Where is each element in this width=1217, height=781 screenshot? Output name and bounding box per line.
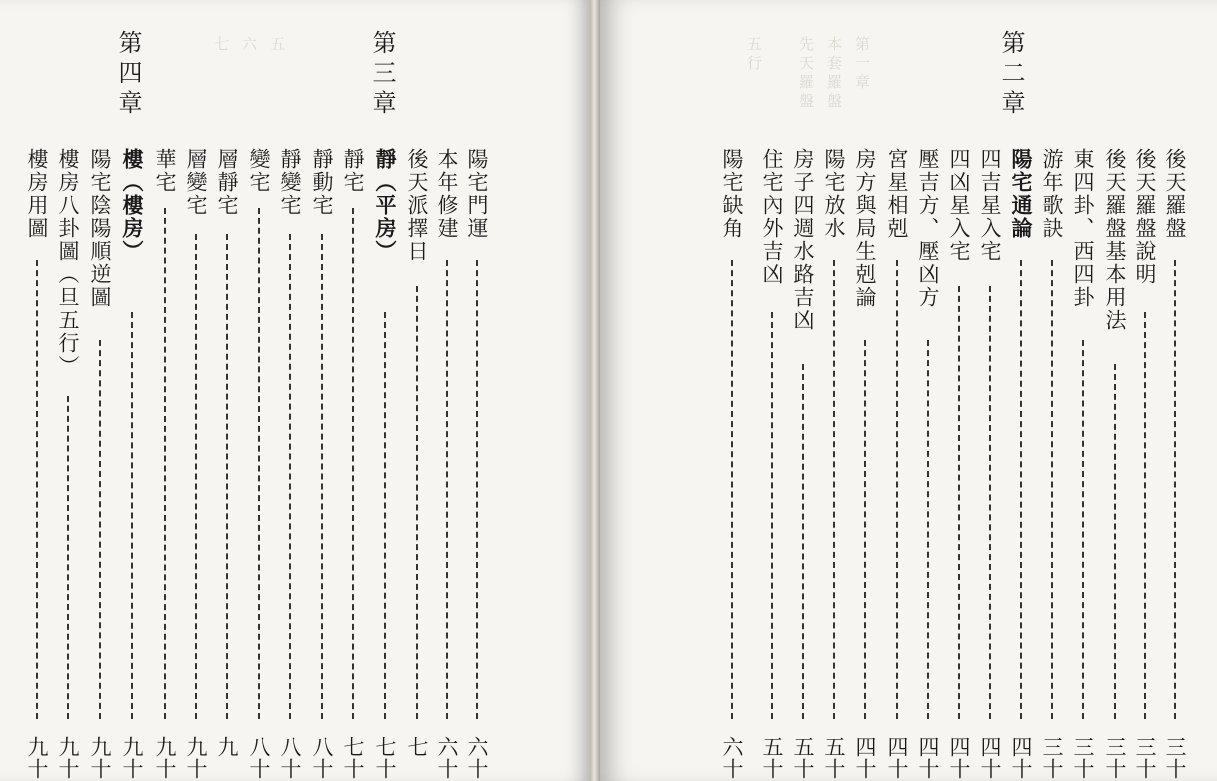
toc-page-number: 四十 — [978, 736, 1002, 780]
leader-dots — [833, 260, 835, 719]
toc-page-number: 九十 — [120, 736, 144, 780]
toc-section-title: 樓（樓房） — [120, 148, 145, 263]
leader-dots — [446, 260, 448, 719]
leader-dots — [67, 396, 69, 719]
toc-entry[interactable] — [1037, 0, 1067, 781]
bleed-through-text: 先天羅盤 — [797, 36, 815, 112]
toc-entry[interactable] — [717, 0, 747, 781]
toc-entry[interactable] — [85, 0, 115, 781]
toc-entry[interactable] — [212, 0, 242, 781]
bleed-through-text: 五 — [268, 36, 286, 55]
toc-page-number: 四十 — [853, 736, 877, 780]
toc-entry[interactable] — [432, 0, 462, 781]
toc-entry[interactable] — [150, 0, 180, 781]
toc-entry[interactable] — [882, 0, 912, 781]
toc-page-number: 三十 — [1040, 736, 1064, 780]
leader-dots — [99, 340, 101, 719]
leader-dots — [958, 286, 960, 719]
toc-section-title: 陽宅通論 — [1009, 148, 1034, 240]
toc-section-entry[interactable] — [117, 0, 147, 781]
toc-entry[interactable] — [275, 0, 305, 781]
toc-entry[interactable] — [944, 0, 974, 781]
toc-entry[interactable] — [1068, 0, 1098, 781]
toc-page-number: 六十 — [720, 736, 744, 780]
bleed-through-text: 七 — [212, 36, 230, 55]
toc-entry[interactable] — [53, 0, 83, 781]
toc-entry-title: 陽宅放水 — [822, 148, 846, 240]
toc-page-number: 三十 — [1071, 736, 1095, 780]
toc-entry-title: 東四卦、西四卦 — [1071, 148, 1095, 309]
bleed-through-text: 第一章 — [853, 36, 871, 93]
toc-entry[interactable] — [757, 0, 787, 781]
leader-dots — [1114, 364, 1116, 719]
toc-entry[interactable] — [819, 0, 849, 781]
leader-dots — [131, 312, 133, 719]
toc-entry[interactable] — [402, 0, 432, 781]
toc-page-number: 三十 — [1163, 736, 1187, 780]
toc-entry[interactable] — [1160, 0, 1190, 781]
toc-page-number: 九十 — [153, 736, 177, 780]
toc-entry-title: 壓吉方、壓凶方 — [916, 148, 940, 309]
right-page — [600, 0, 1217, 781]
toc-page-number: 五十 — [760, 736, 784, 780]
toc-page-number: 五十 — [822, 736, 846, 780]
toc-page-number: 三十 — [1133, 736, 1157, 780]
toc-entry[interactable] — [913, 0, 943, 781]
toc-entry-title: 宮星相剋 — [885, 148, 909, 240]
toc-entry-title: 後天羅盤基本用法 — [1103, 148, 1127, 332]
leader-dots — [771, 312, 773, 719]
toc-entry-title: 靜宅 — [341, 148, 365, 194]
toc-page-number: 九十 — [56, 736, 80, 780]
toc-entry[interactable] — [850, 0, 880, 781]
toc-page-number: 四十 — [947, 736, 971, 780]
toc-entry-title: 後天羅盤 — [1163, 148, 1187, 240]
leader-dots — [896, 260, 898, 719]
toc-entry[interactable] — [788, 0, 818, 781]
toc-entry[interactable] — [1130, 0, 1160, 781]
toc-section-title: 靜（平房） — [373, 148, 398, 263]
toc-entry-title: 陽宅門運 — [465, 148, 489, 240]
toc-page-number: 七十 — [341, 736, 365, 780]
toc-entry-title: 房子四週水路吉凶 — [791, 148, 815, 332]
chapter-four-label: 第四章 — [114, 30, 142, 120]
leader-dots — [164, 208, 166, 719]
toc-entry-title: 靜變宅 — [278, 148, 302, 217]
leader-dots — [476, 260, 478, 719]
toc-entry[interactable] — [307, 0, 337, 781]
toc-page-number: 六十 — [435, 736, 459, 780]
leader-dots — [36, 260, 38, 719]
toc-entry[interactable] — [181, 0, 211, 781]
toc-entry-title: 四凶星入宅 — [947, 148, 971, 263]
leader-dots — [1082, 340, 1084, 719]
toc-entry-title: 樓房八卦圖（旦五行） — [56, 148, 80, 378]
toc-section-entry[interactable] — [370, 0, 400, 781]
leader-dots — [927, 340, 929, 719]
toc-entry-title: 本年修建 — [435, 148, 459, 240]
bleed-through-text: 六 — [240, 36, 258, 55]
toc-entry-title: 靜動宅 — [310, 148, 334, 217]
toc-entry-title: 後天派擇日 — [405, 148, 429, 263]
toc-page-number: 九 — [215, 736, 239, 758]
bleed-through-text: 五行 — [745, 36, 763, 74]
left-page — [0, 0, 590, 781]
toc-page-number: 九十 — [88, 736, 112, 780]
leader-dots — [258, 208, 260, 719]
toc-entry-title: 陽宅缺角 — [720, 148, 744, 240]
leader-dots — [1144, 312, 1146, 719]
toc-page-number: 四十 — [885, 736, 909, 780]
leader-dots — [1051, 260, 1053, 719]
toc-section-entry[interactable] — [1006, 0, 1036, 781]
toc-page-number: 九十 — [25, 736, 49, 780]
leader-dots — [1020, 260, 1022, 719]
toc-entry[interactable] — [975, 0, 1005, 781]
toc-page-number: 八十 — [310, 736, 334, 780]
toc-entry-title: 陽宅陰陽順逆圖 — [88, 148, 112, 309]
toc-entry-title: 住宅內外吉凶 — [760, 148, 784, 286]
leader-dots — [802, 364, 804, 719]
toc-entry-title: 游年歌訣 — [1040, 148, 1064, 240]
leader-dots — [731, 260, 733, 719]
toc-entry[interactable] — [22, 0, 52, 781]
toc-entry[interactable] — [1100, 0, 1130, 781]
chapter-three-label: 第三章 — [368, 30, 396, 120]
toc-entry-title: 華宅 — [153, 148, 177, 194]
toc-entry-title: 層變宅 — [184, 148, 208, 217]
toc-page-number: 五十 — [791, 736, 815, 780]
toc-page-number: 七 — [405, 736, 429, 758]
toc-page-number: 四十 — [1009, 736, 1033, 780]
leader-dots — [289, 234, 291, 719]
toc-entry[interactable] — [462, 0, 492, 781]
bleed-through-text: 本套羅盤 — [825, 36, 843, 112]
leader-dots — [416, 286, 418, 719]
leader-dots — [384, 312, 386, 719]
toc-page-number: 七十 — [373, 736, 397, 780]
toc-page-number: 九十 — [184, 736, 208, 780]
toc-page-number: 六十 — [465, 736, 489, 780]
toc-entry-title: 四吉星入宅 — [978, 148, 1002, 263]
toc-entry[interactable] — [244, 0, 274, 781]
toc-entry[interactable] — [338, 0, 368, 781]
leader-dots — [195, 234, 197, 719]
toc-page-number: 八十 — [278, 736, 302, 780]
toc-entry-title: 變宅 — [247, 148, 271, 194]
toc-entry-title: 樓房用圖 — [25, 148, 49, 240]
leader-dots — [989, 286, 991, 719]
chapter-two-label: 第二章 — [997, 30, 1025, 120]
leader-dots — [226, 234, 228, 719]
leader-dots — [864, 340, 866, 719]
book-gutter — [590, 0, 600, 781]
leader-dots — [1174, 260, 1176, 719]
leader-dots — [352, 208, 354, 719]
leader-dots — [321, 234, 323, 719]
toc-entry-title: 層靜宅 — [215, 148, 239, 217]
toc-page-number: 八十 — [247, 736, 271, 780]
toc-page-number: 四十 — [916, 736, 940, 780]
toc-entry-title: 後天羅盤說明 — [1133, 148, 1157, 286]
toc-page-number: 三十 — [1103, 736, 1127, 780]
toc-entry-title: 房方與局生剋論 — [853, 148, 877, 309]
